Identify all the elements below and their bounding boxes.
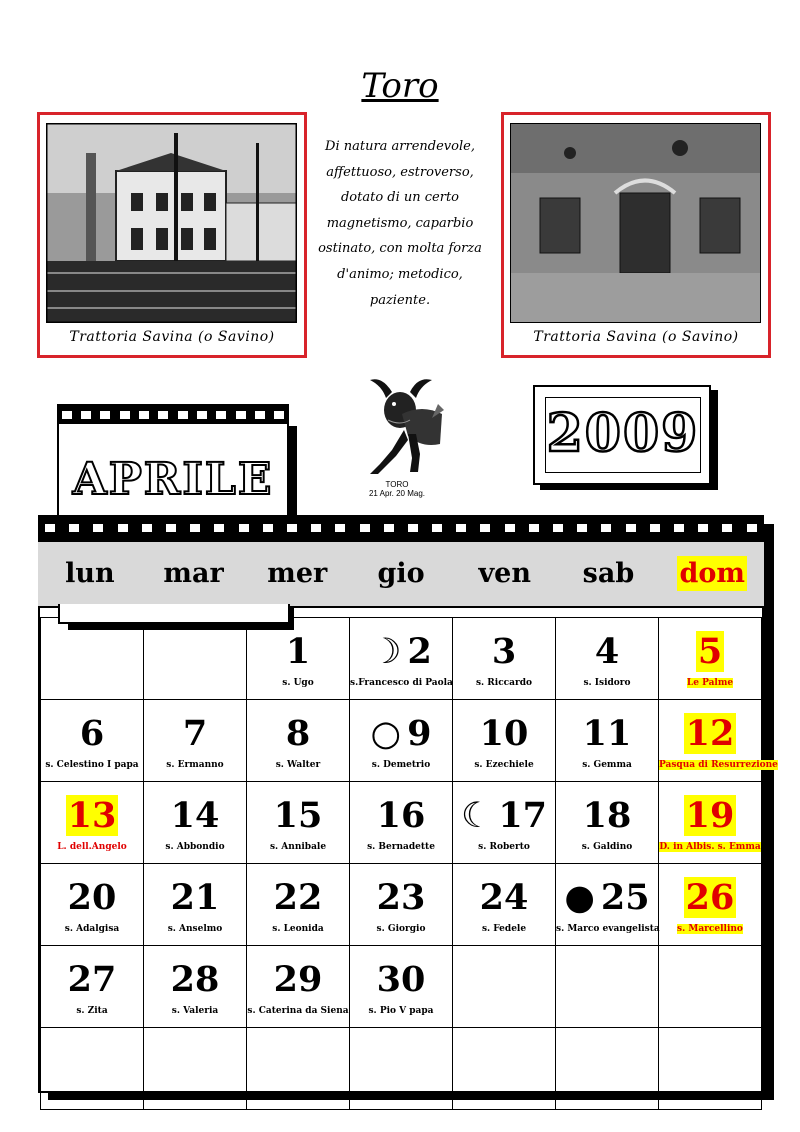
day-number — [556, 632, 658, 672]
saint-name-text: s. Riccardo — [475, 678, 533, 688]
day-number-text: 11 — [582, 713, 632, 754]
saint-name — [247, 760, 349, 770]
day-cell — [41, 864, 144, 946]
day-cell — [41, 700, 144, 782]
saint-name — [350, 842, 452, 852]
day-number — [453, 796, 555, 836]
saint-name-text: s. Valeria — [171, 1006, 219, 1016]
day-cell — [556, 618, 659, 700]
weekday-label: gio — [377, 558, 425, 589]
day-number-text: 26 — [685, 877, 735, 918]
saint-name-text: s. Marcellino — [677, 924, 743, 934]
day-number-text: 20 — [67, 877, 117, 918]
saint-name-text: s. Galdino — [581, 842, 633, 852]
day-number-text: 10 — [479, 713, 529, 754]
calendar-week-row — [41, 1028, 762, 1110]
day-cell — [659, 782, 762, 864]
day-number — [659, 796, 761, 836]
day-cell — [247, 946, 350, 1028]
bull-caption — [352, 480, 442, 498]
saint-name — [659, 678, 761, 688]
day-cell — [659, 864, 762, 946]
saint-name-text: L. dell.Angelo — [57, 842, 127, 852]
description-line: magnetismo, caparbio — [326, 215, 474, 231]
day-number-text: 7 — [182, 713, 208, 754]
day-number-text: 12 — [685, 713, 735, 754]
day-number-text: 17 — [498, 795, 548, 836]
bull-caption-line: TORO — [385, 480, 409, 489]
saint-name — [556, 678, 658, 688]
description-line: affettuoso, estroverso, — [326, 164, 474, 180]
day-number-text: 8 — [285, 713, 311, 754]
moon-phase-icon: ● — [564, 878, 595, 918]
day-number-text: 18 — [582, 795, 632, 836]
day-number — [41, 960, 143, 1000]
day-number — [144, 714, 246, 754]
saint-name-text: s. Walter — [275, 760, 321, 770]
day-cell — [41, 946, 144, 1028]
saint-name — [659, 842, 761, 852]
weekday-header — [38, 540, 764, 608]
saint-name — [144, 924, 246, 934]
saint-name — [247, 842, 349, 852]
saint-name-text: s. Demetrio — [371, 760, 431, 770]
day-number — [350, 632, 452, 672]
day-number — [350, 714, 452, 754]
day-cell — [453, 1028, 556, 1110]
sign-description — [312, 134, 488, 313]
saint-name-text: s. Celestino I papa — [45, 760, 139, 770]
saint-name-text: s. Marco evangelista — [556, 924, 660, 934]
day-cell — [556, 782, 659, 864]
saint-name — [659, 924, 761, 934]
day-number-text: 1 — [285, 631, 311, 672]
weekday-label: lun — [65, 558, 115, 589]
weekday-label: mar — [163, 558, 224, 589]
saint-name-text: Pasqua di Resurrezione — [659, 760, 778, 770]
day-number-text: 30 — [376, 959, 426, 1000]
day-number-text: 24 — [479, 877, 529, 918]
day-number — [453, 714, 555, 754]
day-number — [556, 878, 658, 918]
saint-name-text: s. Annibale — [269, 842, 327, 852]
saint-name-text: s. Roberto — [478, 842, 530, 852]
saint-name — [350, 678, 452, 688]
day-cell — [247, 782, 350, 864]
day-cell — [556, 864, 659, 946]
calendar-week-row — [41, 700, 762, 782]
day-number-text: 16 — [376, 795, 426, 836]
saint-name-text: s. Anselmo — [167, 924, 223, 934]
day-number-text: 9 — [407, 713, 432, 754]
saint-name — [144, 760, 246, 770]
day-number-text: 27 — [67, 959, 117, 1000]
day-cell — [350, 864, 453, 946]
day-number — [41, 714, 143, 754]
bull-caption-line: 21 Apr. 20 Mag. — [368, 489, 426, 498]
day-cell — [144, 864, 247, 946]
description-line: paziente. — [369, 292, 431, 308]
saint-name — [453, 924, 555, 934]
calendar-week-row — [41, 946, 762, 1028]
day-cell — [41, 782, 144, 864]
day-number — [659, 632, 761, 672]
saint-name — [41, 760, 143, 770]
day-cell — [659, 946, 762, 1028]
month-tab — [58, 604, 290, 624]
calendar-film-strip — [38, 515, 764, 540]
day-cell — [350, 618, 453, 700]
day-cell — [144, 782, 247, 864]
saint-name — [350, 924, 452, 934]
day-cell — [350, 946, 453, 1028]
saint-name — [453, 760, 555, 770]
saint-name-text: s. Fedele — [481, 924, 527, 934]
day-number-text: 29 — [273, 959, 323, 1000]
day-number-text: 3 — [491, 631, 517, 672]
saint-name — [41, 924, 143, 934]
saint-name-text: s. Isidoro — [583, 678, 631, 688]
day-number-text: 6 — [79, 713, 105, 754]
year-label: 2009 — [545, 397, 701, 473]
bull-icon — [352, 374, 446, 480]
day-cell — [453, 700, 556, 782]
day-number — [453, 632, 555, 672]
weekday-label: mer — [267, 558, 328, 589]
saint-name — [453, 842, 555, 852]
description-line: ostinato, con molta forza — [318, 241, 482, 257]
saint-name-text: s. Giorgio — [376, 924, 426, 934]
moon-phase-icon: ☾ — [460, 796, 493, 836]
day-cell — [556, 1028, 659, 1110]
facade-photo — [510, 123, 761, 323]
day-cell — [247, 1028, 350, 1110]
saint-name — [247, 678, 349, 688]
day-cell — [247, 700, 350, 782]
day-number-text: 23 — [376, 877, 426, 918]
saint-name — [350, 760, 452, 770]
day-cell — [350, 1028, 453, 1110]
day-cell — [453, 946, 556, 1028]
day-cell — [453, 618, 556, 700]
month-label: APRILE — [72, 454, 274, 505]
weekday-label-sunday: dom — [679, 558, 745, 589]
weekday-label: ven — [478, 558, 531, 589]
saint-name-text: s. Pio V papa — [368, 1006, 434, 1016]
saint-name — [659, 760, 778, 770]
day-number — [659, 714, 761, 754]
day-number-text: 28 — [170, 959, 220, 1000]
moon-phase-icon: ☽ — [370, 632, 402, 672]
day-cell — [350, 782, 453, 864]
calendar-grid — [40, 617, 778, 1110]
day-cell — [144, 700, 247, 782]
day-number-text: 21 — [170, 877, 220, 918]
saint-name — [556, 924, 658, 934]
saint-name — [41, 842, 143, 852]
saint-name — [41, 1006, 143, 1016]
day-number — [659, 878, 761, 918]
day-number — [144, 878, 246, 918]
description-line: Di natura arrendevole, — [325, 139, 475, 154]
left-photo-frame — [37, 112, 307, 358]
moon-phase-icon: ○ — [370, 714, 402, 754]
day-number-text: 5 — [697, 631, 723, 672]
day-number — [247, 796, 349, 836]
day-cell — [247, 864, 350, 946]
day-number — [144, 960, 246, 1000]
day-number-text: 19 — [685, 795, 735, 836]
station-photo — [46, 123, 297, 323]
day-number — [247, 632, 349, 672]
saint-name — [247, 924, 349, 934]
day-number — [247, 714, 349, 754]
right-photo-frame — [501, 112, 771, 358]
saint-name-text: s. Adalgisa — [64, 924, 120, 934]
day-number — [41, 878, 143, 918]
day-cell — [144, 946, 247, 1028]
day-cell — [659, 1028, 762, 1110]
day-cell — [350, 700, 453, 782]
day-number-text: 22 — [273, 877, 323, 918]
day-cell — [41, 1028, 144, 1110]
left-photo-caption: Trattoria Savina (o Savino) — [69, 329, 275, 345]
day-cell — [144, 1028, 247, 1110]
day-number — [350, 796, 452, 836]
day-number-text: 14 — [170, 795, 220, 836]
saint-name-text: s. Zita — [76, 1006, 108, 1016]
calendar-week-row — [41, 864, 762, 946]
saint-name-text: s. Ermanno — [166, 760, 224, 770]
saint-name-text: D. in Albis. s. Emma — [659, 842, 761, 852]
day-cell — [453, 782, 556, 864]
right-photo-caption: Trattoria Savina (o Savino) — [533, 329, 739, 345]
saint-name-text: s. Ezechiele — [474, 760, 534, 770]
description-line: dotato di un certo — [340, 190, 460, 206]
description-line: d'animo; metodico, — [337, 266, 463, 282]
day-number-text: 25 — [600, 877, 650, 918]
calendar-week-row — [41, 782, 762, 864]
day-cell — [556, 946, 659, 1028]
day-number-text: 4 — [594, 631, 620, 672]
saint-name-text: s. Gemma — [582, 760, 632, 770]
saint-name-text: s. Ugo — [282, 678, 314, 688]
day-number — [41, 796, 143, 836]
day-number — [453, 878, 555, 918]
sign-title: Toro — [361, 66, 439, 106]
day-cell — [659, 700, 778, 782]
saint-name-text: s. Leonida — [272, 924, 324, 934]
day-cell — [556, 700, 659, 782]
saint-name — [144, 1006, 246, 1016]
day-number — [247, 878, 349, 918]
day-number — [247, 960, 349, 1000]
saint-name-text: s.Francesco di Paola — [350, 678, 453, 688]
saint-name-text: s. Bernadette — [367, 842, 435, 852]
day-number-text: 2 — [407, 631, 432, 672]
saint-name — [350, 1006, 452, 1016]
saint-name — [556, 842, 658, 852]
day-number — [556, 714, 658, 754]
saint-name — [556, 760, 658, 770]
saint-name-text: s. Abbondio — [165, 842, 225, 852]
saint-name-text: Le Palme — [686, 678, 734, 688]
saint-name — [453, 678, 555, 688]
day-number-text: 13 — [67, 795, 117, 836]
day-number-text: 15 — [273, 795, 323, 836]
day-number — [350, 960, 452, 1000]
day-number — [556, 796, 658, 836]
saint-name — [247, 1006, 349, 1016]
weekday-label: sab — [582, 558, 635, 589]
day-number — [350, 878, 452, 918]
day-cell — [659, 618, 762, 700]
day-number — [144, 796, 246, 836]
saint-name — [144, 842, 246, 852]
day-cell — [453, 864, 556, 946]
saint-name-text: s. Caterina da Siena — [247, 1006, 349, 1016]
